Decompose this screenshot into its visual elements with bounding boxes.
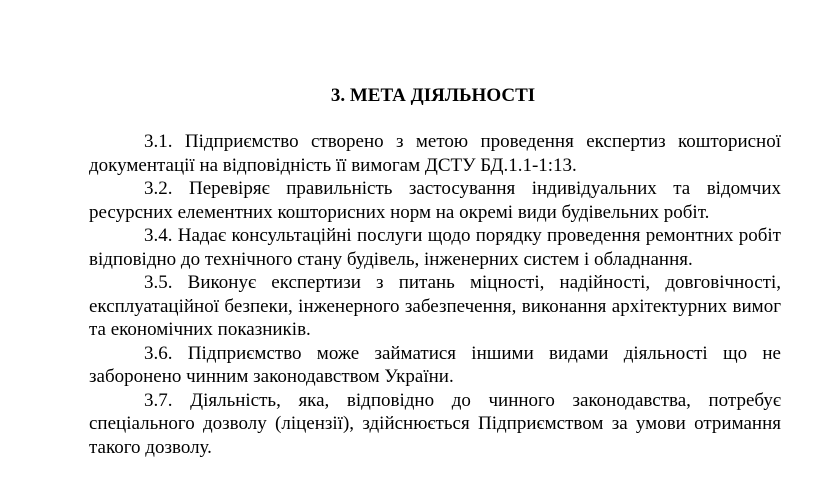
section-body <box>89 130 781 459</box>
paragraph-3-5: 3.5. Виконує експертизи з питань міцності, надійності, довговічності, експлуатаційної безпеки, інженерного забезпечення, виконання архітектурних вимог та економічних показників. <box>89 272 781 340</box>
paragraph-3-6: 3.6. Підприємство може займатися іншими видами діяльності що не заборонено чинним законодавством України. <box>89 342 781 387</box>
paragraph-3-4: 3.4. Надає консультаційні послуги щодо порядку проведення ремонтних робіт відповідно до технічного стану будівель, інженерних систем і обладнання. <box>89 225 781 270</box>
paragraph-3-7: 3.7. Діяльність, яка, відповідно до чинного законодавства, потребує спеціального дозволу (ліцензії), здійснюється Підприємством за умови отримання такого дозволу. <box>89 389 781 458</box>
paragraph-3-2: 3.2. Перевіряє правильність застосування індивідуальних та відомчих ресурсних елементних кошторисних норм на окремі види будівельних робіт. <box>89 178 781 223</box>
section-title: 3. МЕТА ДІЯЛЬНОСТІ <box>330 85 536 106</box>
paragraph-3-1: 3.1. Підприємство створено з метою проведення експертиз кошторисної документації на відповідність її вимогам ДСТУ БД.1.1-1:13. <box>89 131 781 176</box>
